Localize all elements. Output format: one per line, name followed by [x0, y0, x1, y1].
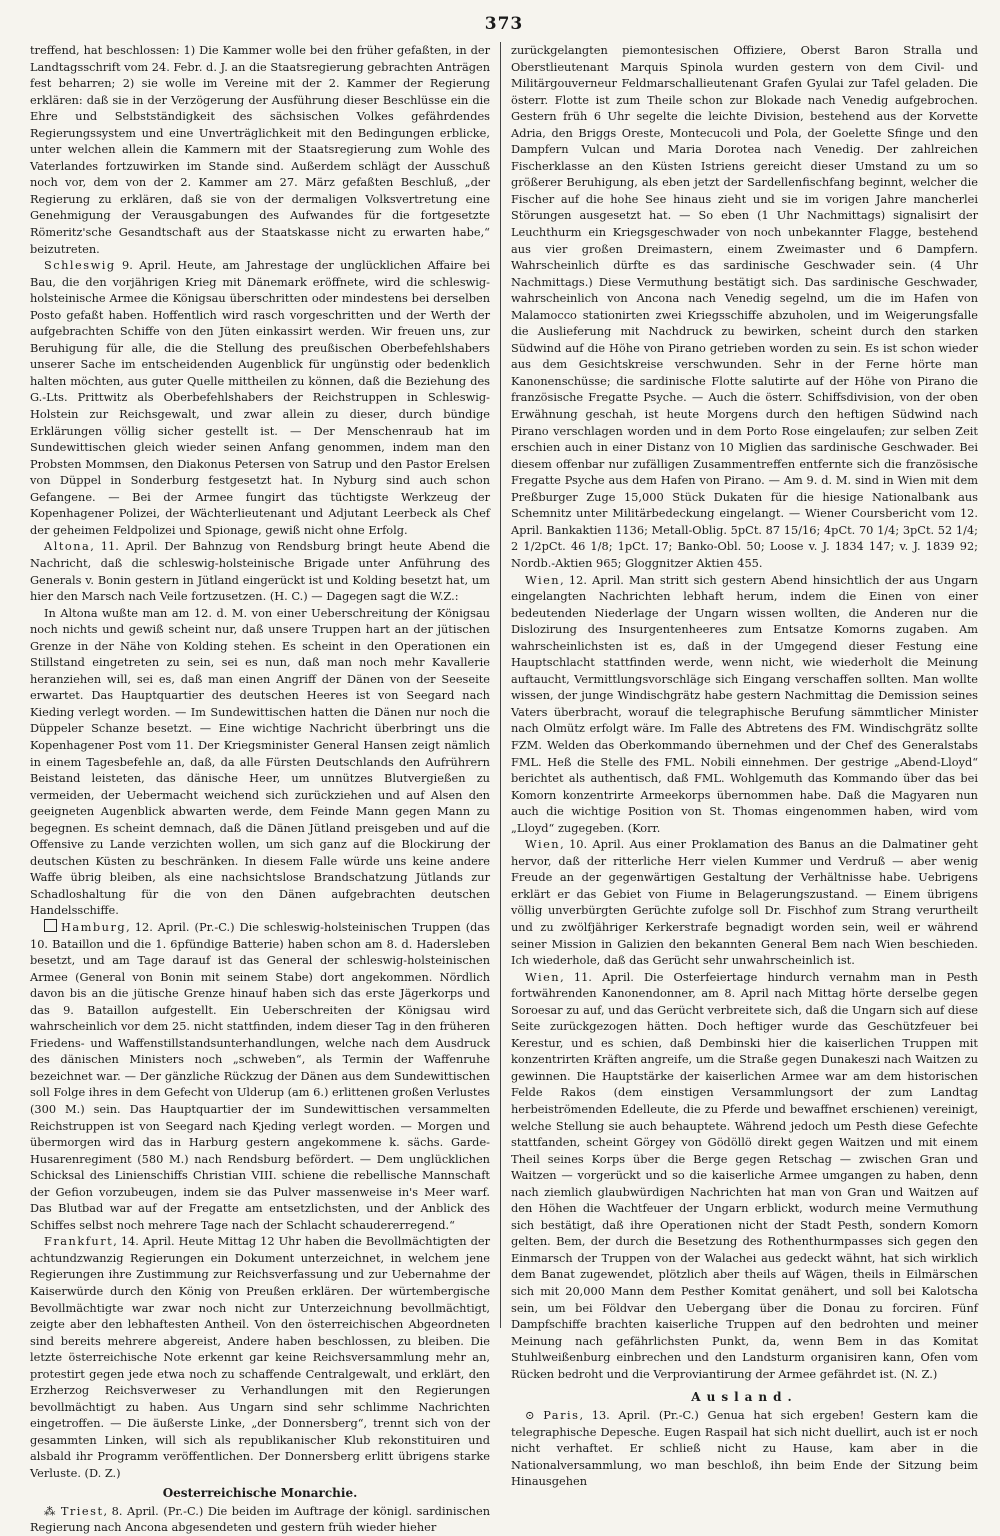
article-body: , 12. April. Man stritt sich gestern Abend hinsichtlich der aus Ungarn eingelangten Nachrichten lebhaft herum, indem die Einen von einer bedeutenden Niederlage der Ungarn wissen wollten, die Anderen nur die Dislozirung des Insurgentenheeres zum Entsatze Komorns zugaben. Am wahrscheinlichsten ist es, daß in der Umgegend dieser Festung eine Hauptschlacht stattfinden werde, wenn nicht, wie wiederholt die Meinung auftaucht, Vermittlungsvorschläge sich Eingang verschaffen sollten. Man wollte wissen, der junge Windischgrätz habe gestern Nachmittag die Demission seines Vaters überbracht, worauf die telegraphische Berufung sämmtlicher Minister nach Olmütz erfolgt wäre. Im Falle des Abtretens des FM. Windischgrätz sollte FZM. Welden das Oberkommando übernehmen und der Chef des Generalstabs FML. Heß die Stelle des FML. Nobili einnehmen. Der gestrige „Abend-Lloyd“ berichtet als authentisch, daß FML. Wohlgemuth das Kommando über das bei Komorn konzentrirte Armeekorps übernommen habe. Daß die Magyaren nun auch die wichtige Position von St. Thomas eingenommen haben, wird vom „Lloyd“ zugegeben.: [511, 572, 978, 835]
article-body: , 8. April. (Pr.-C.) Die beiden im Auftrage der königl. sardinischen Regierung nach Ancona abgesendeten und gestern früh wieder hieher: [30, 1503, 490, 1535]
article-schleswig: [30, 257, 490, 538]
dateline-place: Hamburg: [61, 919, 127, 934]
article-altona-followup: In Altona wußte man am 12. d. M. von einer Ueberschreitung der Königsau noch nichts und gewiß scheint nur, daß unsere Truppen hart an der jütischen Grenze in der Nähe von Kolding stehen. Es scheint in den Operationen ein Stillstand eingetreten zu sein, sei es nun, daß man noch mehr Kavallerie heranziehen will, sei es, daß man einen Angriff der Dänen von der Seeseite erwartet. Das Hauptquartier des deutschen Heeres ist von Seegard nach Kieding verlegt worden. — Im Sundewittischen hatten die Dänen nur noch die Düppeler Schanze besetzt. — Eine wichtige Nachricht überbringt uns die Kopenhagener Post vom 11. Der Kriegsminister General Hansen zeigt nämlich in einem Tagesbefehle an, daß, da alle Fürsten Deutschlands den Aufrührern Beistand leisteten, das dänische Heer, um unnützes Blutvergießen zu vermeiden, der Uebermacht weichend sich zurückziehen und auf Alsen den geeigneten Augenblick abwarten werde, dem Feinde Mann gegen Mann zu begegnen. Es scheint demnach, daß die Dänen Jütland preisgeben und auf die Offensive zu Lande verzichten wollen, um sich ganz auf die Blockirung der deutschen Küsten zu beschränken. In diesem Falle würde uns keine andere Waffe übrig bleiben, als eine nachsichtslose Brandschatzung Jütlands zur Schadloshaltung für die von den Dänen aufgebrachten deutschen Handelsschiffe.: [30, 605, 490, 918]
source-signature: (N. Z.): [900, 1366, 938, 1381]
article-wien-12: [511, 572, 978, 837]
article-wien-11: [511, 969, 978, 1383]
article-body: , 10. April. Aus einer Proklamation des Banus an die Dalmatiner geht hervor, daß der ritterliche Herr vielen Kummer und Verdruß — aber wenig Freude an der gegenwärtigen Gestaltung der Verhältnisse habe. Uebrigens erklärt er das Gebiet von Fiume in Belagerungszustand. — Einem übrigens völlig unverbürgten Gerüchte zufolge soll Dr. Fischhof zum Strang verurtheilt und zu zwölfjähriger Kerkerstrafe begnadigt worden sein, weil er während seiner Mission in Galizien den bekannten General Bem nach Wien beschieden. Ich wiederhole, daß das Gerücht sehr unwahrscheinlich ist.: [511, 837, 978, 968]
two-column-body: [30, 42, 978, 1535]
article-body: , 11. April. Der Bahnzug von Rendsburg bringt heute Abend die Nachricht, daß die schleswig-holsteinische Brigade unter Anführung des Generals v. Bonin gestern in Jütland eingerückt ist und Kolding besetzt hat, um hier den Marsch nach Veile fortzusetzen. (H. C.) — Dagegen sagt die W.Z.:: [30, 539, 490, 604]
circle-dot-icon: ⊙: [525, 1408, 544, 1423]
dateline-place: Wien: [525, 837, 561, 852]
article-triest-continued: zurückgelangten piemontesischen Offiziere, Oberst Baron Stralla und Oberstlieutenant Marquis Spinola wurden gestern von dem Civil- und Militärgouverneur Feldmarschallieutenant Grafen Gyulai zur Tafel geladen. Die österr. Flotte ist zum Theile schon zur Blokade nach Venedig aufgebrochen. Gestern früh 6 Uhr segelte die leichte Division, bestehend aus der Korvette Adria, den Briggs Oreste, Montecucoli und Pola, der Goelette Sfinge und den Dampfern Vulcan und Maria Dorotea nach Venedig. Der zahlreichen Fischerklasse an den Küsten Istriens gereicht dieser Umstand zu um so größerer Beruhigung, als eben jetzt der Sardellenfischfang beginnt, welcher die Fischer auf die hohe See hinaus zieht und sie im vorigen Jahre mancherlei Störungen ausgesetzt hat. — So eben (1 Uhr Nachmittags) signalisirt der Leuchthurm ein Kriegsgeschwader von noch unbekannter Flagge, bestehend aus vier großen Dreimastern, einem Zweimaster und 6 Dampfern. Wahrscheinlich dürfte es das sardinische Geschwader sein. (4 Uhr Nachmittags.) Diese Vermuthung bestätigt sich. Das sardinische Geschwader, wahrscheinlich von Ancona nach Venedig segelnd, um die im Hafen von Malamocco stationirten zwei Kriegsschiffe abzuholen, und im Weigerungsfalle die Auslieferung mit Nachdruck zu bewirken, scheint durch den starken Südwind auf die Höhe von Pirano getrieben worden zu sein. Es ist schon wieder aus dem Gesichtskreise verschwunden. Sehr in der Ferne hörte man Kanonenschüsse; die sardinische Flotte salutirte auf der Höhe von Pirano die französische Fregatte Psyche. — Auch die österr. Schiffsdivision, von der oben Erwähnung geschah, ist heute Morgens durch den heftigen Südwind nach Pirano verschlagen worden und in dem Porto Rose eingelaufen; zur selben Zeit erschien auch in einer Distanz von 10 Miglien das sardinische Geschwader. Bei diesem offenbar nur zufälligen Zusammentreffen entfernte sich die französische Fregatte Psyche aus dem Hafen von Pirano. — Am 9. d. M. sind in Wien mit dem Preßburger Zuge 15,000 Stück Dukaten für die hiesige Nationalbank aus Schemnitz unter Militärbedeckung eingelangt. — Wiener Coursbericht vom 12. April. Bankaktien 1136; Metall-Oblig. 5pCt. 87 15/16; 4pCt. 70 1/4; 3pCt. 52 1/4; 2 1/2pCt. 46 1/8; 1pCt. 17; Banko-Obl. 50; Loose v. J. 1834 147; v. J. 1839 92; Nordb.-Aktien 965; Gloggnitzer Aktien 455.: [511, 43, 978, 570]
dateline-place: Frankfurt: [44, 1234, 114, 1249]
article-hamburg: [30, 919, 490, 1233]
article-triest: [30, 1503, 490, 1536]
asterism-icon: ⁂: [44, 1503, 61, 1518]
article-body: , 12. April. (Pr.-C.) Die schleswig-holsteinischen Truppen (das 10. Bataillon und die 1. 6pfündige Batterie) haben schon am 8. d. Hadersleben besetzt, und am Tage darauf ist das General der schleswig-holsteinischen Armee (General von Bonin mit seinem Stabe) dort angekommen. Nördlich davon bis an die jütische Grenze hinauf haben sich das erste Jägerkorps und das 9. Bataillon aufgestellt. Ein Ueberschreiten der Königsau wird wahrscheinlich vor dem 25. nicht stattfinden, indem dieser Tag in den früheren Friedens- und Waffenstillstandsunterhandlungen, welche nach dem Ausdruck des dänischen Ministers noch „schweben“, als Termin der Waffenruhe bezeichnet war. — Der gänzliche Rückzug der Dänen aus dem Sundewittischen soll Folge ihres in dem Gefecht von Ulderup (am 6.) erlittenen großen Verlustes (300 M.) sein. Das Hauptquartier der im Sundewittischen versammelten Reichstruppen ist von Seegard nach Kjeding verlegt worden. — Morgen und übermorgen wird das in Harburg gestern angekommene k. sächs. Garde-Husarenregiment (580 M.) nach Rendsburg befördert. — Dem unglücklichen Schicksal des Linienschiffs Christian VIII. schiene die rebellische Mannschaft der Gefion vorzubeugen, indem sie das Pulver massenweise in's Meer warf. Das Blutbad war auf der Fregatte am entsetzlichsten, und der Anblick des Schiffes selbst noch mehrere Tage nach der Schlacht schaudererregend.“: [30, 919, 491, 1232]
article-body: , 14. April. Heute Mittag 12 Uhr haben die Bevollmächtigten der achtundzwanzig Regierungen ein Dokument unterzeichnet, in welchem jene Regierungen ihre Zustimmung zur Reichsverfassung und zur Uebernahme der Kaiserwürde durch den König von Preußen erklären. Der würtembergische Bevollmächtigte war zwar noch nicht zur Unterzeichnung bevollmächtigt, zeigte aber den lebhaftesten Antheil. Von den österreichischen Abgeordneten sind bereits mehrere abgereist, Andere haben beschlossen, zu bleiben. Die letzte österreichische Note erkennt gar keine Reichsversammlung mehr an, protestirt gegen jede etwa noch zu schaffende Centralgewalt, und erklärt, den Erzherzog Reichsverweser zu Verhandlungen mit den Regierungen bevollmächtigt zu haben. Aus Ungarn sind sehr schlimme Nachrichten eingetroffen. — Die äußerste Linke, „der Donnersberg“, trennt sich von der gesammten Linken, will sich als republikanischer Klub rekonstituiren und alsbald ihr Programm veröffentlichen. Der Donnersberg erlitt übrigens starke Verluste.: [30, 1234, 490, 1481]
article-paris: [511, 1407, 978, 1490]
dateline-place: Wien: [525, 572, 561, 587]
article-marker-icon: [44, 919, 57, 932]
article-saxony-continued: treffend, hat beschlossen: 1) Die Kammer wolle bei den früher gefaßten, in der Landtagsschrift vom 24. Febr. d. J. an die Staatsregierung gebrachten Anträgen fest beharren; 2) sie wolle im Vereine mit der 2. Kammer der Regierung erklären: daß sie in der Verzögerung der Ausführung dieser Beschlüsse ein die Ehre und Selbstständigkeit des sächsischen Volkes gefährdendes Regierungssystem und eine Unverträglichkeit mit den Bedingungen erblicke, unter welchen allein die Kammern mit der Staatsregierung zum Wohle des Vaterlandes fortzuwirken im Stande sind. Außerdem schlägt der Ausschuß noch vor, dem von der 2. Kammer am 27. März gefaßten Beschluß, „der Regierung zu erklären, daß sie von der dermaligen Volksvertretung eine Genehmigung der Verausgabungen des Aufwandes für die fortgesetzte Römeritz'sche Gesandtschaft aus der Staatskasse nicht zu erwarten habe,“ beizutreten.: [30, 43, 490, 256]
section-heading-austria: Oesterreichische Monarchie.: [162, 1485, 358, 1500]
article-altona: [30, 538, 490, 604]
article-body: , 11. April. Die Osterfeiertage hindurch vernahm man in Pesth fortwährenden Kanonendonner, am 8. April nach Mittag hörte derselbe gegen Soroesar zu auf, und das Gerücht verbreitete sich, daß die Ungarn sich auf diese Seite zurückgezogen hätten. Doch heftiger wurde das Geschützfeuer bei Kerestur, und es schien, daß Dembinski hier die kaiserlichen Truppen mit konzentrirten Kräften angreife, um die Straße gegen Dunakeszi nach Waitzen zu gewinnen. Die Hauptstärke der kaiserlichen Armee war am dem historischen Felde Rakos (dem einstigen Versammlungsort der zum Landtag herbeiströmenden Edelleute, die zu Pferde und bewaffnet erschienen) vereinigt, welche Stellung sie auch behauptete. Während jedoch um Pesth diese Gefechte stattfanden, scheint Görgey von Gödöllö direkt gegen Waitzen und mit einem Theil seines Korps über die Berge gegen Retschag — zwischen Gran und Waitzen — vorgerückt und so die kaiserliche Armee umgangen zu haben, denn nach ziemlich glaubwürdigen Nachrichten hat man von Gran und Waitzen auf den Höhen die Wachtfeuer der Ungarn erblickt, wodurch meine Vermuthung sich bestätigt, daß ihre Operationen nicht der Stadt Pesth, sondern Komorn gelten. Bem, der durch die Besetzung des Rothenthurmpasses sich gegen den Einmarsch der Truppen von der Walachei aus gedeckt wähnt, hat sich wirklich dem Banat zugewendet, plötzlich aber theils auf Wägen, theils in Eilmärschen sich mit 20,000 Mann dem Pesther Komitat genähert, und soll bei Kalotscha sein, um bei Földvar den Uebergang über die Donau zu forciren. Fünf Dampfschiffe brachten kaiserliche Truppen auf den bedrohten und meiner Meinung nach gefährlichsten Punkt, da, wenn Bem in das Komitat Stuhlweißenburg einbrechen und den Landsturm organisiren kann, Ofen vom Rücken bedroht und die Verproviantirung der Armee gefährdet ist.: [511, 969, 978, 1381]
dateline-place: Wien: [525, 969, 561, 984]
dateline-place: Altona: [44, 539, 91, 554]
right-column: [500, 42, 978, 1489]
source-signature: (D. Z.): [84, 1466, 121, 1481]
article-body: , 13. April. (Pr.-C.) Genua hat sich ergeben! Gestern kam die telegraphische Depesche. Eugen Raspail hat sich nicht duellirt, auch ist er noch nicht verhaftet. Er schließ nicht zu Hause, kam aber in die Nationalversammlung, wo man beschloß, ihn beim Ende der Sitzung beim Hinausgehen: [511, 1408, 978, 1489]
dateline-place: Paris: [543, 1408, 580, 1423]
article-frankfurt: [30, 1233, 490, 1481]
dateline-place: Triest: [60, 1503, 104, 1518]
section-heading-abroad: Ausland.: [691, 1390, 798, 1405]
article-body: 9. April. Heute, am Jahrestage der unglücklichen Affaire bei Bau, die den vorjährigen Krieg mit Dänemark eröffnete, wird die schleswig-holsteinische Armee die Königsau überschritten oder mindestens bei derselben Posto gefaßt haben. Hoffentlich wird rasch vorgeschritten und der Werth der aufgebrachten Schiffe von den Jüten einkassirt werden. Wir freuen uns, zur Beruhigung für alle, die die Stellung des preußischen Oberbefehlshabers unserer Sache im entscheidenden Augenblick für ungünstig oder bedenklich halten möchten, aus guter Quelle mittheilen zu können, daß die Beziehung des G.-Lts. Prittwitz als Oberbefehlshabers der Reichstruppen in Schleswig-Holstein zur Reichsgewalt, und zwar allein zu dieser, durch bündige Erklärungen völlig sicher gestellt ist. — Der Menschenraub hat im Sundewittischen gleich wieder seinen Anfang genommen, indem man den Probsten Mommsen, den Diakonus Petersen von Satrup und den Pastor Erelsen von Düppel in Sonderburg festgesetzt hat. In Nyburg sind auch schon Gefangene. — Bei der Armee fungirt das tüchtigste Werkzeug der Kopenhagener Polizei, der Wächterlieutenant und Adjutant Leerbeck als Chef der geheimen Feldpolizei und Spionage, gewiß nicht ohne Erfolg.: [30, 258, 490, 537]
left-column: [30, 42, 500, 1535]
source-signature: (Korr.: [627, 820, 661, 835]
article-wien-10: [511, 836, 978, 968]
page-number: 373: [484, 14, 524, 34]
dateline-place: Schleswig: [44, 258, 116, 273]
